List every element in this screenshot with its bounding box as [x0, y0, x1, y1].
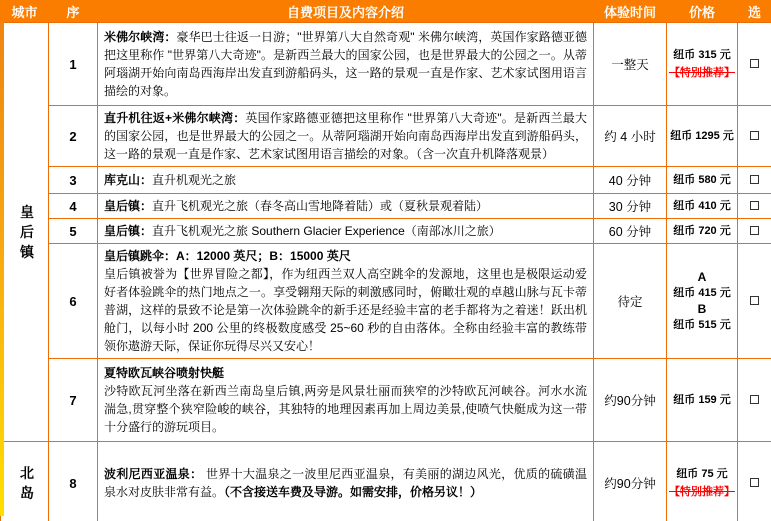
item-body: 皇后镇被誉为【世界冒险之都】，作为纽西兰双人高空跳伞的发源地，这里也是极限运动爱好者体验跳伞的热门地点之一。享受翱翔天际的刺激感同时，俯瞰壮观的卓越山脉与瓦卡蒂普湖，这样的景致不论是第一次体验跳伞的新手还是经验丰富的老手都将为之着迷！跃出机舱门，以每小时 200 公里的终极数度感受 25~60 秒的自由落体。全称由经验丰富的教练带领你遨游天际，保证你玩得尽兴又安心！ — [104, 267, 587, 353]
select-cell — [738, 194, 771, 219]
price-value: 纽币 580 元 — [673, 174, 731, 186]
row-number: 5 — [49, 219, 98, 244]
price-value: 纽币 1295 元 — [670, 130, 734, 142]
city-cell-queenstown — [1, 23, 49, 442]
experience-time: 30 分钟 — [594, 194, 667, 219]
table-row — [1, 194, 771, 219]
header-cell-time: 体验时间 — [594, 1, 667, 23]
item-body: 直升飞机观光之旅（春冬高山雪地降着陆）或（夏秋景观着陆） — [152, 199, 489, 213]
item-description — [98, 244, 594, 359]
row-number: 3 — [49, 167, 98, 194]
experience-time: 约 4 小时 — [594, 106, 667, 167]
item-description — [98, 442, 594, 521]
item-body: 沙特欧瓦河坐落在新西兰南岛皇后镇,两旁是风景壮丽而狭窄的沙特欧瓦河峡谷。河水水流湍急,贯穿整个狭窄险峻的峡谷，其独特的地理因素再加上周边美景,使喷气快艇成为这一带十分盛行的游玩项目。 — [104, 384, 587, 434]
select-checkbox[interactable] — [750, 226, 759, 235]
special-recommend-badge: 【特别推荐】 — [669, 67, 735, 79]
item-description — [98, 219, 594, 244]
item-description — [98, 194, 594, 219]
price-value: 纽币 415 元 — [673, 287, 731, 299]
select-cell — [738, 219, 771, 244]
price-value: 纽币 75 元 — [676, 468, 728, 480]
select-checkbox[interactable] — [750, 201, 759, 210]
price-value: 纽币 315 元 — [673, 49, 731, 61]
item-body: 直升机观光之旅 — [152, 173, 237, 187]
item-title: 米佛尔峡湾： — [104, 30, 177, 44]
city-label: 北岛 — [20, 464, 34, 501]
table-header-row — [1, 1, 771, 23]
select-cell — [738, 106, 771, 167]
price-cell — [667, 167, 738, 194]
item-body: 英国作家路德亚德把这里称作 "世界第八大奇迹"。是新西兰最大的国家公园，也是世界最大的公园之一。从蒂阿瑙湖开始向南岛西海岸出发直到游船码头，这一路的景观一直是作家、艺术家试图用语言描绘的对象。（含一次直升机降落观景） — [104, 111, 587, 161]
item-description — [98, 23, 594, 106]
item-description — [98, 106, 594, 167]
item-description — [98, 359, 594, 442]
experience-time: 60 分钟 — [594, 219, 667, 244]
row-number: 1 — [49, 23, 98, 106]
select-cell — [738, 244, 771, 359]
experience-time: 约90分钟 — [594, 442, 667, 521]
select-cell — [738, 167, 771, 194]
header-cell-city: 城市 — [1, 1, 49, 23]
row-number: 4 — [49, 194, 98, 219]
item-title: 夏特欧瓦峡谷喷射快艇 — [104, 366, 225, 380]
header-cell-select: 选 — [738, 1, 771, 23]
select-cell — [738, 359, 771, 442]
select-checkbox[interactable] — [750, 59, 759, 68]
item-title: 皇后镇： — [104, 199, 153, 213]
item-title: 库克山： — [104, 173, 153, 187]
row-number: 7 — [49, 359, 98, 442]
price-cell — [667, 106, 738, 167]
item-title: 皇后镇跳伞：A：12000 英尺；B：15000 英尺 — [104, 249, 351, 263]
table-row — [1, 244, 771, 359]
city-label: 皇后镇 — [20, 203, 34, 261]
table-row — [1, 106, 771, 167]
experience-time: 一整天 — [594, 23, 667, 106]
item-title: 直升机往返+米佛尔峡湾： — [104, 111, 246, 125]
select-checkbox[interactable] — [750, 478, 759, 487]
price-value: 纽币 515 元 — [673, 319, 731, 331]
item-title: 波利尼西亚温泉： — [104, 467, 203, 481]
row-number: 2 — [49, 106, 98, 167]
table-row — [1, 359, 771, 442]
row-number: 6 — [49, 244, 98, 359]
table-row — [1, 219, 771, 244]
price-cell — [667, 194, 738, 219]
item-body: 直升飞机观光之旅 Southern Glacier Experience（南部冰川之旅） — [152, 224, 501, 238]
row-number: 8 — [49, 442, 98, 521]
price-value: 纽币 720 元 — [673, 225, 731, 237]
city-cell-north-island — [1, 442, 49, 521]
select-checkbox[interactable] — [750, 131, 759, 140]
price-cell — [667, 23, 738, 106]
price-value: 纽币 159 元 — [673, 394, 731, 406]
special-recommend-badge: 【特别推荐】 — [669, 486, 735, 498]
item-bold-note: （不含接送车费及导游。如需安排，价格另议！） — [224, 485, 483, 499]
item-body: 豪华巴士往返一日游；"世界第八大自然奇观" 米佛尔峡湾，英国作家路德亚德把这里称作 "世界第八大奇迹"。是新西兰最大的国家公园，也是世界最大的公园之一。从蒂阿瑙湖开始向南岛西海岸出发直到游船码头，这一路的景观一直是作家、艺术家试图用语言描绘的对象。 — [104, 30, 587, 98]
item-title: 皇后镇： — [104, 224, 153, 238]
price-value: 纽币 410 元 — [673, 200, 731, 212]
experience-time: 约90分钟 — [594, 359, 667, 442]
table-row — [1, 23, 771, 106]
select-checkbox[interactable] — [750, 395, 759, 404]
price-cell — [667, 359, 738, 442]
select-cell — [738, 442, 771, 521]
select-checkbox[interactable] — [750, 296, 759, 305]
header-cell-number: 序 — [49, 1, 98, 23]
experience-time: 40 分钟 — [594, 167, 667, 194]
select-cell — [738, 23, 771, 106]
header-cell-price: 价格 — [667, 1, 738, 23]
item-description — [98, 167, 594, 194]
price-option-label: A — [697, 270, 707, 284]
table-row — [1, 167, 771, 194]
price-cell — [667, 219, 738, 244]
table-row — [1, 442, 771, 521]
select-checkbox[interactable] — [750, 175, 759, 184]
price-cell — [667, 442, 738, 521]
experience-time: 待定 — [594, 244, 667, 359]
header-cell-content: 自费项目及内容介绍 — [98, 1, 594, 23]
price-cell — [667, 244, 738, 359]
price-option-label: B — [697, 302, 707, 316]
item-body: 世界十大温泉之一波里尼西亚温泉，有美丽的湖边风光，优质的硫磺温泉水对皮肤非常有益。 — [104, 467, 587, 499]
